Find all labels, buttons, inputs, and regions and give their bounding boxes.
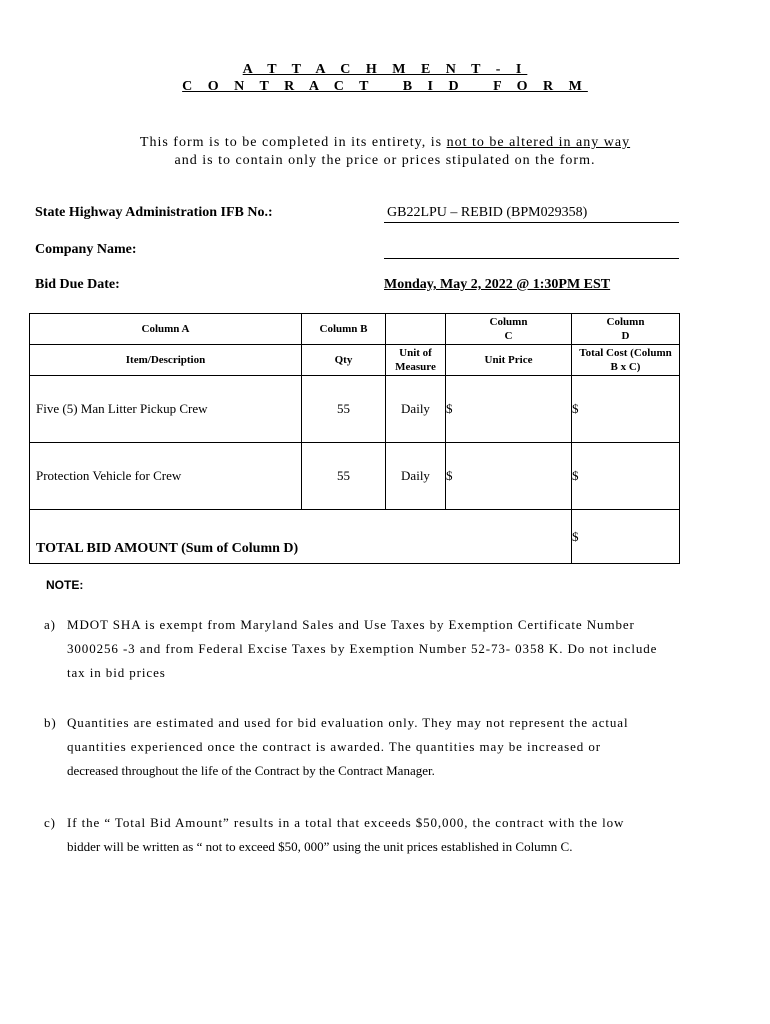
header-column-d: Column D (572, 314, 680, 345)
intro-line1: This form is to be completed in its entirety, is (139, 135, 447, 150)
header-blank (386, 314, 446, 345)
header-unit-of-measure: Unit of Measure (386, 345, 446, 376)
row-unit-of-measure: Daily (386, 376, 446, 443)
header-unit-price: Unit Price (446, 345, 572, 376)
note-marker: a) (44, 617, 56, 632)
note-marker: c) (44, 815, 56, 830)
note-line: decreased throughout the life of the Contract by the Contract Manager. (67, 763, 435, 778)
intro-text (0, 134, 770, 170)
note-line: tax in bid prices (67, 665, 166, 680)
header-column-c: Column C (446, 314, 572, 345)
row-description: Protection Vehicle for Crew (30, 443, 302, 510)
dollar-sign: $ (446, 468, 453, 483)
row-qty: 55 (302, 376, 386, 443)
row-unit-price-field[interactable] (446, 376, 572, 443)
total-bid-amount-label: TOTAL BID AMOUNT (Sum of Column D) (30, 510, 572, 564)
table-header-row-columns (30, 314, 680, 345)
dollar-sign: $ (572, 528, 579, 544)
header-item-description: Item/Description (30, 345, 302, 376)
table-header-row-labels (30, 345, 680, 376)
note-c (44, 811, 697, 859)
header-qty: Qty (302, 345, 386, 376)
header-column-b: Column B (302, 314, 386, 345)
company-label: Company Name: (35, 242, 137, 257)
row-total-cost-field[interactable] (572, 376, 680, 443)
note-heading: NOTE: (46, 578, 84, 592)
note-line: 3000256 -3 and from Federal Excise Taxes by Exemption Number 52-73- 0358 K. Do not include (67, 641, 658, 656)
note-line: MDOT SHA is exempt from Maryland Sales and Use Taxes by Exemption Certificate Number (67, 617, 635, 632)
note-marker: b) (44, 715, 57, 730)
row-description: Five (5) Man Litter Pickup Crew (30, 376, 302, 443)
intro-line2: and is to contain only the price or prices stipulated on the form. (174, 153, 596, 168)
bid-table (29, 313, 680, 564)
dollar-sign: $ (572, 468, 579, 483)
dollar-sign: $ (446, 401, 453, 416)
row-total-cost-field[interactable] (572, 443, 680, 510)
title-attachment: A T T A C H M E N T - I (242, 62, 528, 77)
header-total-cost: Total Cost (Column B x C) (572, 345, 680, 376)
ifb-value: GB22LPU – REBID (BPM029358) (384, 205, 679, 223)
note-line: If the “ Total Bid Amount” results in a total that exceeds $50,000, the contract with the low (67, 815, 625, 830)
due-date-label: Bid Due Date: (35, 277, 120, 292)
ifb-label: State Highway Administration IFB No.: (35, 205, 273, 220)
note-line: Quantities are estimated and used for bid evaluation only. They may not represent the actual (67, 715, 629, 730)
table-row (30, 443, 680, 510)
title-contract-bid-form: C O N T R A C T B I D F O R M (182, 79, 588, 94)
company-field[interactable] (384, 256, 679, 259)
note-line: quantities experienced once the contract is awarded. The quantities may be increased or (67, 739, 601, 754)
row-unit-of-measure: Daily (386, 443, 446, 510)
total-bid-amount-field[interactable] (572, 510, 680, 564)
row-qty: 55 (302, 443, 386, 510)
table-row (30, 376, 680, 443)
note-b (44, 711, 697, 783)
row-unit-price-field[interactable] (446, 443, 572, 510)
header-column-a: Column A (30, 314, 302, 345)
note-line: bidder will be written as “ not to exceed $50, 000” using the unit prices established in Column C. (67, 839, 573, 854)
dollar-sign: $ (572, 401, 579, 416)
total-row (30, 510, 680, 564)
note-a (44, 613, 697, 685)
intro-underlined: not to be altered in any way (446, 135, 631, 150)
due-date-value: Monday, May 2, 2022 @ 1:30PM EST (384, 277, 611, 292)
